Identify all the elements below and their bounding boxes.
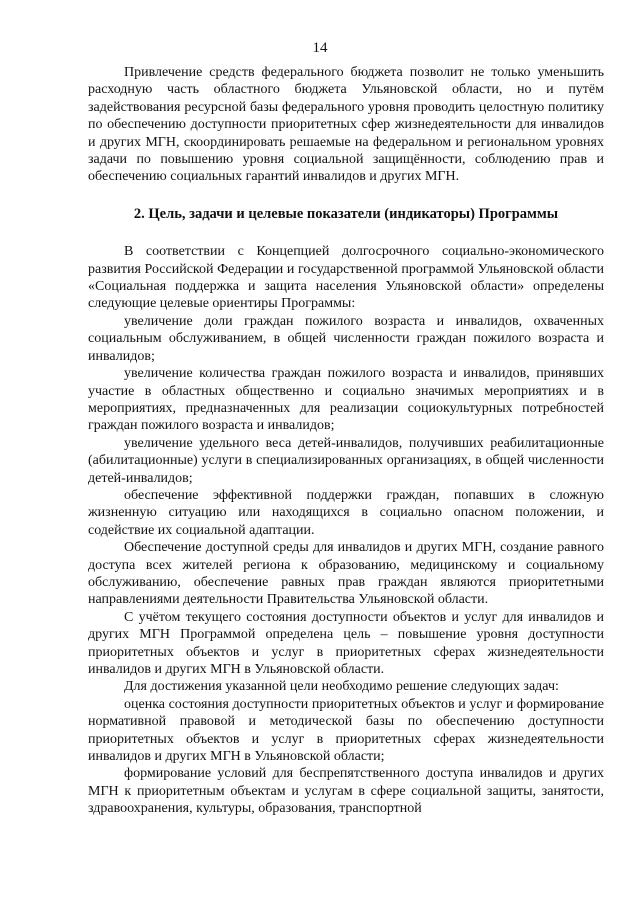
paragraph: С учётом текущего состояния доступности объектов и услуг для инвалидов и других МГН Программой определена цель – повышение уровня доступности приоритетных объектов и услуг в приоритетных сферах жизнедеятельности инвалидов и других МГН в Ульяновской области.	[88, 609, 604, 677]
paragraph-intro: Привлечение средств федерального бюджета позволит не только уменьшить расходную часть областного бюджета Ульяновской области, но и путём задействования ресурсной базы федерального уровня проводить целостную политику по обеспечению доступности приоритетных сфер жизнедеятельности для инвалидов и других МГН, скоординировать решаемые на федеральном и региональном уровнях задачи по повышению уровня социальной защищённости, соблюдению прав и обеспечению социальных гарантий инвалидов и других МГН.	[88, 65, 604, 185]
paragraph: В соответствии с Концепцией долгосрочного социально-экономического развития Российской Федерации и государственной программой Ульяновской области «Социальная поддержка и защита населения Ульяновской области» определены следующие целевые ориентиры Программы:	[88, 244, 604, 312]
paragraph: увеличение удельного веса детей-инвалидов, получивших реабилитационные (абилитационные) услуги в специализированных организациях, в общей численности детей-инвалидов;	[88, 435, 604, 486]
paragraph: обеспечение эффективной поддержки граждан, попавших в сложную жизненную ситуацию или находящихся в социально опасном положении, и содействие их социальной адаптации.	[88, 487, 604, 538]
paragraph: формирование условий для беспрепятственного доступа инвалидов и других МГН к приоритетным объектам и услугам в сфере социальной защиты, занятости, здравоохранения, культуры, образования, транспортной	[88, 766, 604, 817]
paragraph: увеличение количества граждан пожилого возраста и инвалидов, принявших участие в областных общественно и социально значимых мероприятиях и в мероприятиях, предназначенных для реализации социокультурных потребностей граждан пожилого возраста и инвалидов;	[88, 366, 604, 434]
paragraph: Обеспечение доступной среды для инвалидов и других МГН, создание равного доступа всех жителей региона к образованию, медицинскому и социальному обслуживанию, обеспечение равных прав граждан являются приоритетными направлениями деятельности Правительства Ульяновской области.	[88, 540, 604, 608]
paragraph: оценка состояния доступности приоритетных объектов и услуг и формирование нормативной правовой и методической базы по обеспечению доступности приоритетных объектов и услуг в приоритетных сферах жизнедеятельности инвалидов и других МГН в Ульяновской области;	[88, 696, 604, 765]
page-number: 14	[312, 40, 328, 56]
section-heading: 2. Цель, задачи и целевые показатели (индикаторы) Программы	[133, 205, 559, 222]
paragraph: Для достижения указанной цели необходимо решение следующих задач:	[124, 679, 559, 695]
document-body	[88, 64, 604, 818]
paragraph: увеличение доли граждан пожилого возраста и инвалидов, охваченных социальным обслуживанием, в общей численности граждан пожилого возраста и инвалидов;	[88, 313, 604, 364]
